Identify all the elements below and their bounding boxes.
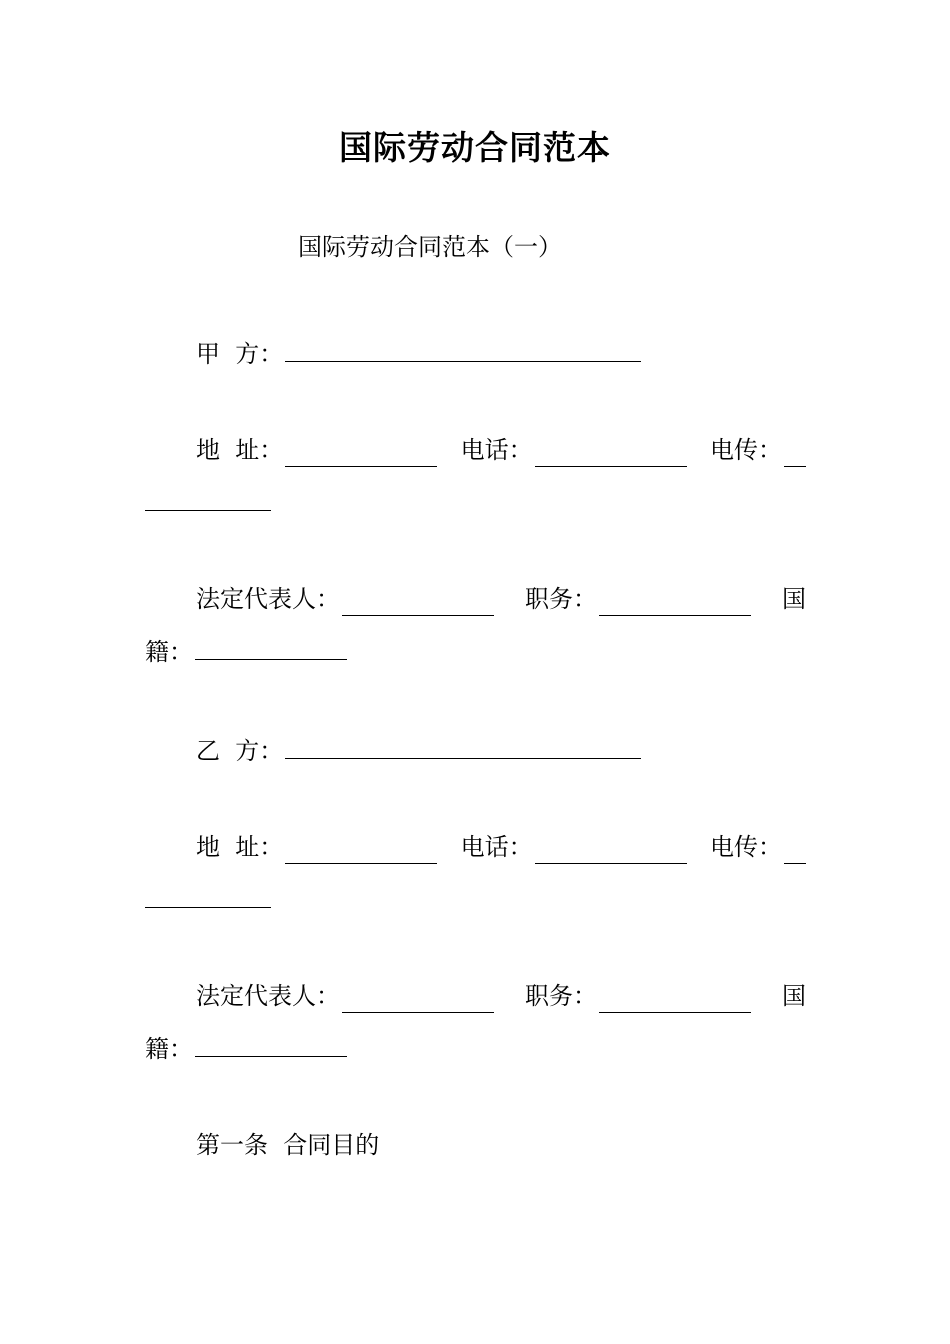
party-a-fax-continuation: [145, 483, 271, 520]
party-b-fax-segment: [710, 830, 806, 864]
party-a-rep-segment: [196, 582, 494, 616]
party-a-rep-line: [196, 582, 806, 616]
party-a-address-segment: [196, 433, 437, 467]
party-b-position-label: 职务：: [525, 982, 597, 1010]
party-a-label: 甲 方：: [196, 340, 284, 368]
party-a-rep-field[interactable]: [342, 588, 494, 616]
party-b-fax-field[interactable]: [784, 836, 806, 864]
party-a-address-label: 地 址：: [196, 436, 284, 464]
party-a-fax-field-continued[interactable]: [145, 483, 271, 511]
party-a-position-label: 职务：: [525, 585, 597, 613]
party-b-position-field[interactable]: [599, 985, 751, 1013]
party-a-phone-segment: [461, 433, 687, 467]
party-a-fax-field[interactable]: [784, 439, 806, 467]
party-a-position-field[interactable]: [599, 588, 751, 616]
party-a-nationality-label-head: 国: [782, 585, 806, 613]
party-b-nationality-line: [145, 1029, 347, 1066]
party-b-rep-field[interactable]: [342, 985, 494, 1013]
party-b-nationality-label-tail: 籍：: [145, 1035, 193, 1063]
party-b-nationality-field[interactable]: [195, 1029, 347, 1057]
party-b-rep-line: [196, 979, 806, 1013]
party-b-address-label: 地 址：: [196, 833, 284, 861]
party-b-nationality-label-head: 国: [782, 982, 806, 1010]
party-a-nationality-field[interactable]: [195, 632, 347, 660]
document-title: 国际劳动合同范本: [339, 128, 611, 167]
party-b-phone-label: 电话：: [460, 833, 533, 861]
party-a-line: [196, 334, 641, 371]
party-b-label: 乙 方：: [196, 737, 284, 765]
party-b-fax-field-continued[interactable]: [145, 880, 271, 908]
article-1-heading: 第一条 合同目的: [196, 1131, 380, 1159]
document-subtitle: 国际劳动合同范本（一）: [298, 233, 562, 261]
party-a-address-field[interactable]: [285, 439, 437, 467]
party-b-address-segment: [196, 830, 437, 864]
party-a-contact-line: [196, 433, 806, 467]
party-a-nationality-label-tail: 籍：: [145, 638, 193, 666]
party-a-fax-label: 电传：: [709, 436, 782, 464]
party-b-phone-field[interactable]: [535, 836, 687, 864]
party-a-name-field[interactable]: [285, 334, 641, 362]
party-a-position-segment: [525, 582, 751, 616]
party-b-position-segment: [525, 979, 751, 1013]
party-b-rep-segment: [196, 979, 494, 1013]
party-b-phone-segment: [461, 830, 687, 864]
party-b-fax-label: 电传：: [709, 833, 782, 861]
party-a-phone-label: 电话：: [460, 436, 533, 464]
party-b-fax-continuation: [145, 880, 271, 917]
party-a-rep-label: 法定代表人：: [196, 585, 340, 613]
party-b-contact-line: [196, 830, 806, 864]
party-b-rep-label: 法定代表人：: [196, 982, 340, 1010]
party-a-phone-field[interactable]: [535, 439, 687, 467]
party-b-address-field[interactable]: [285, 836, 437, 864]
party-a-fax-segment: [710, 433, 806, 467]
party-b-line: [196, 731, 641, 768]
party-a-nationality-line: [145, 632, 347, 669]
party-b-name-field[interactable]: [285, 731, 641, 759]
